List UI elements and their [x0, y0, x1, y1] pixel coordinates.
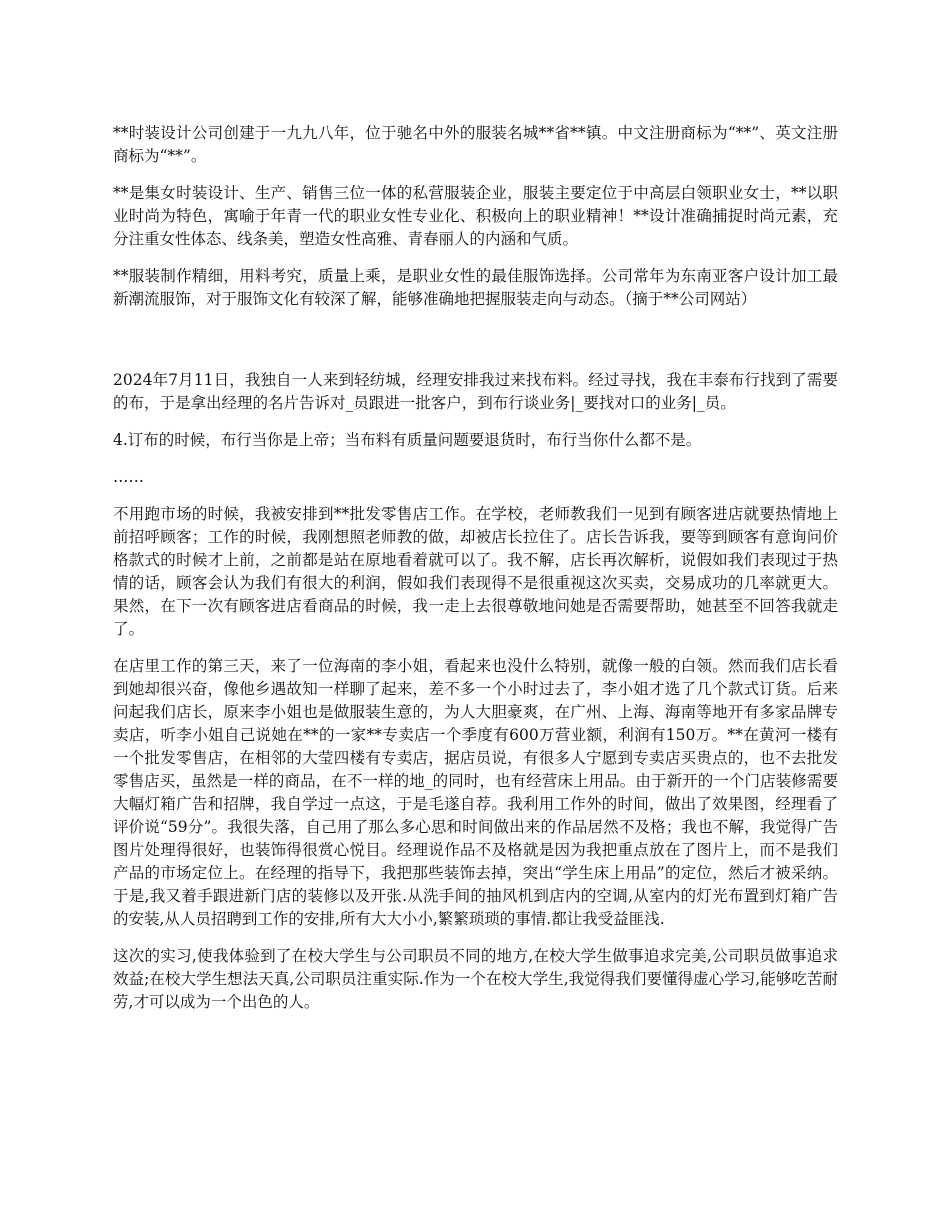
- paragraph-fabric-lesson: 4.订布的时候，布行当你是上帝；当布料有质量问题要退货时，布行当你什么都不是。: [113, 431, 702, 449]
- paragraph-third-day: 在店里工作的第三天，来了一位海南的李小姐，看起来也没什么特别，就像一般的白领。然而我们店长看到她却很兴奋，像他乡遇故知一样聊了起来，差不多一个小时过去了，李小姐才选了几个款式订货。后来问起我们店长，原来李小姐也是做服装生意的，为人大胆豪爽，在广州、上海、海南等地开有多家品牌专卖店，听李小姐自己说她在**的一家**专卖店一个季度有600万营业额，利润有150万。**在黄河一楼有一个批发零售店，在相邻的大莹四楼有专卖店，据店员说，有很多人宁愿到专卖店买贵点的，也不去批发零售店买，虽然是一样的商品，在不一样的地_的同时，也有经营床上用品。由于新开的一个门店装修需要大幅灯箱广告和招牌，我自学过一点这，于是毛遂自荐。我利用工作外的时间，做出了效果图，经理看了评价说“59分”。我很失落，自己用了那么多心思和时间做出来的作品居然不及格；我也不解，我觉得广告图片处理得很好，也装饰得很赏心悦目。经理说作品不及格就是因为我把重点放在了图片上，而不是我们产品的市场定位上。在经理的指导下，我把那些装饰去掉，突出“学生床上用品”的定位，然后才被采纳。于是,我又着手跟进新门店的装修以及开张.从洗手间的抽风机到店内的空调,从室内的灯光布置到灯箱广告的安装,从人员招聘到工作的安排,所有大大小小,繁繁琐琐的事情.都让我受益匪浅.: [113, 657, 838, 928]
- paragraph-retail-store: 不用跑市场的时候，我被安排到**批发零售店工作。在学校，老师教我们一见到有顾客进店就要热情地上前招呼顾客；工作的时候，我刚想照老师教的做，却被店长拉住了。店长告诉我，要等到顾客有意询问价格款式的时候才上前，之前都是站在原地看着就可以了。我不解，店长再次解析，说假如我们表现过于热情的话，顾客会认为我们有很大的利润，假如我们表现得不是很重视这次买卖，交易成功的几率就更大。果然，在下一次有顾客进店看商品的时候，我一走上去很尊敬地问她是否需要帮助，她甚至不回答我就走了。: [113, 505, 838, 638]
- paragraph-fabric-city: 2024年7月11日，我独自一人来到轻纺城，经理安排我过来找布料。经过寻找，我在丰泰布行找到了需要的布，于是拿出经理的名片告诉对_员跟进一批客户，到布行谈业务|_要找对口的业务|_员。: [113, 371, 838, 412]
- paragraph-company-quality: **服装制作精细，用料考究，质量上乘，是职业女性的最佳服饰选择。公司常年为东南亚客户设计加工最新潮流服饰，对于服饰文化有较深了解，能够准确地把握服装走向与动态。（摘于**公司网站）: [113, 267, 838, 308]
- document-body: [113, 122, 838, 1028]
- paragraph-company-intro: **时装设计公司创建于一九九八年，位于驰名中外的服装名城**省**镇。中文注册商标为“**”、英文注册商标为“**”。: [113, 124, 838, 165]
- paragraph-company-positioning: **是集女时装设计、生产、销售三位一体的私营服装企业，服装主要定位于中高层白领职业女士，**以职业时尚为特色，寓喻于年青一代的职业女性专业化、积极向上的职业精神！**设计准确捕捉时尚元素，充分注重女性体态、线条美，塑造女性高雅、青春丽人的内涵和气质。: [113, 184, 838, 248]
- paragraph-conclusion: 这次的实习,使我体验到了在校大学生与公司职员不同的地方,在校大学生做事追求完美,公司职员做事追求效益;在校大学生想法天真,公司职员注重实际.作为一个在校大学生,我觉得我们要懂得虚心学习,能够吃苦耐劳,才可以成为一个出色的人。: [113, 947, 838, 1011]
- paragraph-ellipsis: ……: [113, 468, 144, 486]
